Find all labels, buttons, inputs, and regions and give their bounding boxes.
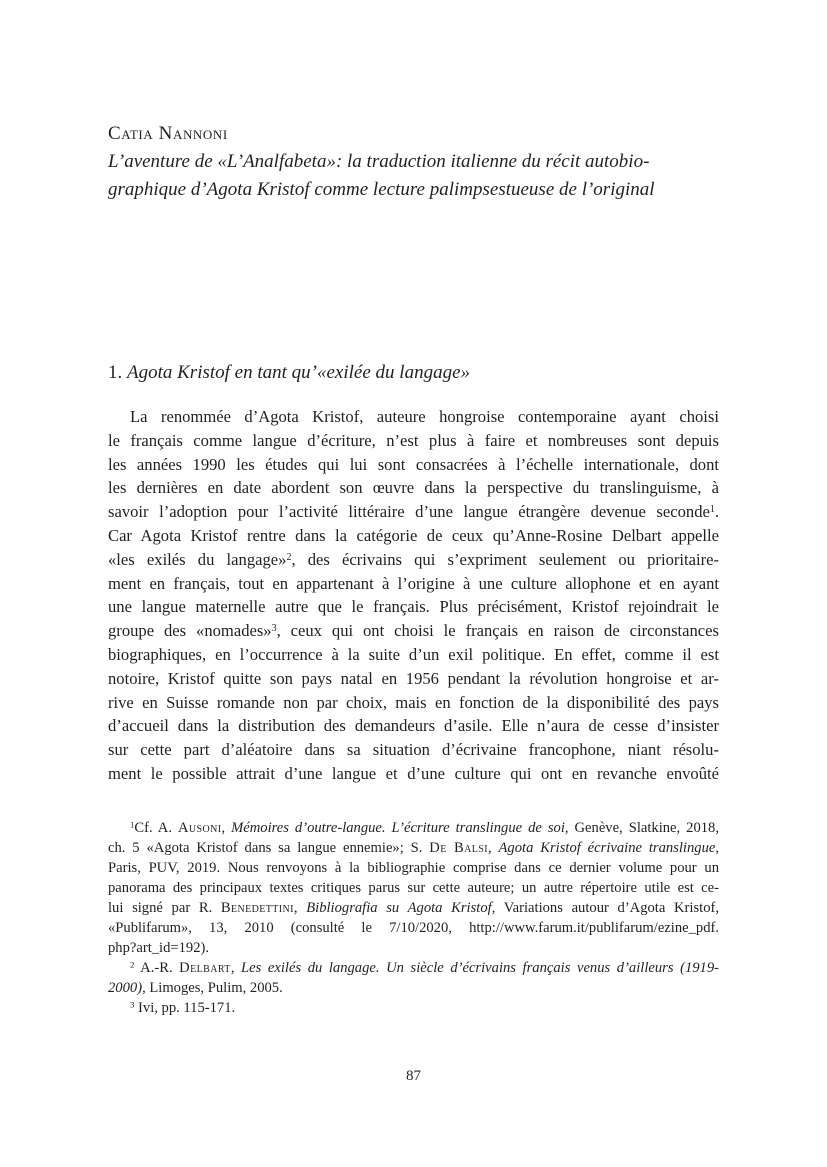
article-title <box>108 148 720 204</box>
footnote-text: , Variations autour d’Agota Kristof, <box>491 900 719 916</box>
body-line: sur cette part d’aléatoire dans sa situation d’écrivaine francophone, niant résolu- <box>108 740 719 760</box>
footnote-1-line[interactable]: php?art_id=192). <box>108 940 210 956</box>
section-number: 1. <box>108 362 123 383</box>
body-line: La renommée d’Agota Kristof, auteure hongroise contemporaine ayant choisi <box>130 407 719 426</box>
footnote-2-line <box>108 978 719 998</box>
footnote-text: A.-R. <box>140 960 180 976</box>
footnote-mark: 2 <box>130 959 135 970</box>
footnote-mark: 1 <box>130 819 135 830</box>
author-name: Catia Nannoni <box>108 123 228 144</box>
body-paragraph <box>108 405 719 786</box>
section-heading <box>108 360 470 386</box>
footnote-text: , <box>293 900 307 916</box>
footnote-author: Benedettini <box>220 900 294 916</box>
footnote-1-line: Paris, PUV, 2019. Nous renvoyons à la bibliographie comprise dans ce dernier volume pour un <box>108 860 719 876</box>
body-line: les années 1990 les études qui lui sont consacrées à l’échelle internationale, dont <box>108 454 719 474</box>
footnote-text: lui signé par R. <box>108 900 221 916</box>
footnote-text: Cf. A. <box>134 820 178 836</box>
body-line: d’accueil dans la distribution des demandeurs d’asile. Elle n’aura de cesse d’insister <box>108 716 719 736</box>
footnote-author: De Balsi <box>429 840 488 856</box>
body-line <box>108 619 719 643</box>
body-line: notoire, Kristof quitte son pays natal en 1956 pendant la révolution hongroise et ar- <box>108 668 719 688</box>
footnote-3-line <box>108 998 719 1018</box>
footnote-book-title: Bibliografia su Agota Kristof <box>306 900 492 916</box>
body-line: une langue maternelle autre que le français. Plus précisément, Kristof rejoindrait le <box>108 597 719 617</box>
body-line: ment le possible attrait d’une langue et d’une culture qui ont en revanche envoûté <box>108 763 719 783</box>
footnote-text: , <box>230 960 242 976</box>
body-line-text: groupe des «nomades» <box>108 621 272 641</box>
footnote-text: , <box>715 840 719 856</box>
footnote-mark: 3 <box>130 999 135 1010</box>
footnote-1-line <box>108 838 719 858</box>
footnote-text: , <box>221 820 232 836</box>
body-line: Car Agota Kristof rentre dans la catégorie de ceux qu’Anne-Rosine Delbart appelle <box>108 525 719 545</box>
footnote-book-title: Mémoires d’outre-langue. L’écriture translingue de soi <box>231 820 565 836</box>
body-line-text: «les exilés du langage» <box>108 549 287 569</box>
footnote-text: , Limoges, Pulim, 2005. <box>142 980 283 996</box>
footnote-ref[interactable]: 2 <box>286 551 292 563</box>
body-line-text: , des écrivains qui s’expriment seulement ou prioritaire- <box>291 549 720 569</box>
footnote-book-title: 2000) <box>108 980 143 996</box>
footnote-text: , <box>487 840 499 856</box>
footnote-author: Ausoni <box>177 820 222 836</box>
footnote-1-line: panorama des principaux textes critiques parus sur cette auteure; un autre répertoire utile est ce- <box>108 880 719 896</box>
footnote-book-title: Agota Kristof écrivaine translingue <box>498 840 716 856</box>
footnote-2-line <box>108 958 719 978</box>
footnote-1-line <box>108 898 719 918</box>
footnote-book-title: Les exilés du langage. Un siècle d’écrivains français venus d’ailleurs (1919- <box>241 960 720 976</box>
footnote-1-line <box>108 818 719 838</box>
page-number: 87 <box>406 1068 421 1084</box>
title-line: graphique d’Agota Kristof comme lecture palimpsestueuse de l’original <box>108 179 655 200</box>
footnote-1-line[interactable]: «Publifarum», 13, 2010 (consulté le 7/10/2020, http://www.farum.it/publifarum/ezine_pdf. <box>108 920 719 936</box>
footnote-ref[interactable]: 3 <box>271 623 277 635</box>
footnote-text: Ivi, pp. 115-171. <box>138 1000 236 1016</box>
body-line <box>108 548 719 572</box>
footnote-ref[interactable]: 1 <box>709 504 715 516</box>
body-line: biographiques, en l’occurrence à la suite d’un exil politique. En effet, comme il est <box>108 644 719 664</box>
body-line-text: , ceux qui ont choisi le français en raison de circonstances <box>276 621 719 641</box>
body-line: les dernières en date abordent son œuvre dans la perspective du translinguisme, à <box>108 478 719 498</box>
footnote-text: , Genève, Slatkine, 2018, <box>564 820 720 836</box>
body-line: le français comme langue d’écriture, n’est plus à faire et nombreuses sont depuis <box>108 430 719 450</box>
body-line: ment en français, tout en appartenant à l’origine à une culture allophone et en ayant <box>108 573 719 593</box>
body-line: rive en Suisse romande non par choix, mais en fonction de la disponibilité des pays <box>108 692 719 712</box>
footnote-text: ch. 5 «Agota Kristof dans sa langue ennemie»; S. <box>108 840 430 856</box>
footnotes <box>108 818 719 1018</box>
body-line: savoir l’adoption pour l’activité littéraire d’une langue étrangère devenue seconde$^1$. <box>108 502 719 522</box>
title-line: L’aventure de «L’Analfabeta»: la traduction italienne du récit autobio- <box>108 151 650 172</box>
body-line-text: savoir l’adoption pour l’activité littéraire d’une langue étrangère devenue seconde <box>108 502 710 522</box>
section-title: Agota Kristof en tant qu’«exilée du langage» <box>127 362 471 383</box>
footnote-author: Delbart <box>179 960 231 976</box>
